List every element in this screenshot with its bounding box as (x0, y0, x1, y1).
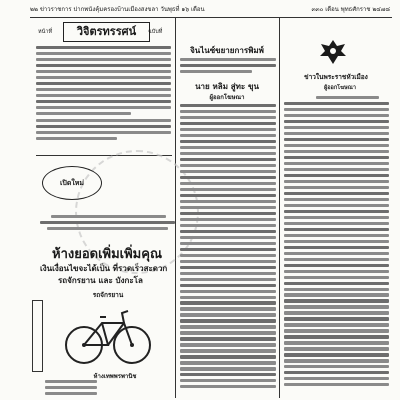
left-masthead: วิจิตรทรรศน์ (63, 22, 150, 42)
right-article-text (284, 96, 389, 396)
running-header-right: ๓๓๐ เดือน พุทธศักราช ๒๔๗๘ (311, 6, 390, 13)
advert-headline: ห้างยอดเพิ่มเพิ่มคุณ (52, 247, 163, 262)
center-article-text (180, 104, 276, 396)
advert-bottom-text (45, 380, 175, 400)
header-rule (30, 17, 392, 18)
center-column-lead (180, 58, 276, 76)
left-article-text (36, 46, 171, 151)
center-column-subtitle: นาย หลิม สู่ทะ ขุน (195, 81, 259, 91)
left-small-label: หน้าที่ (38, 29, 53, 35)
advert-intro-text (40, 215, 175, 241)
advert-shop-label: ห้างเทพพรพานิช (93, 373, 137, 380)
advert-car-label: รถจักรยาน (92, 291, 124, 299)
center-column-tag: ผู้ออกโฆษณา (209, 94, 245, 101)
running-header-left: ๒๒ ข่าวราชการ ปากพนังคุ้มครองบ้านเมืองสงขลา วันพุธที่ ๑๖ เดือน (30, 6, 205, 13)
column-divider-2 (279, 18, 280, 398)
center-column-title: จินไนซ์ขยายการพิมพ์ (190, 45, 264, 55)
advert-line-1: เงินเงื่อนไขจะได้เป็น ที่รวดเร็วสะดวก (40, 263, 168, 273)
right-column-tag: ผู้ออกโฆษณา (323, 85, 356, 91)
advert-line-2: รถจักรยาน และ บังกะโล (58, 275, 143, 285)
side-notice-box (32, 300, 43, 372)
garuda-seal-icon (318, 38, 348, 66)
bicycle-icon (62, 305, 154, 367)
right-small-label: ฉบับที่ (148, 29, 163, 35)
right-column-title: ข่าวในพระราชหัวเมือง (304, 73, 368, 81)
advert-oval-label: เปิดใหม่ (42, 166, 102, 200)
